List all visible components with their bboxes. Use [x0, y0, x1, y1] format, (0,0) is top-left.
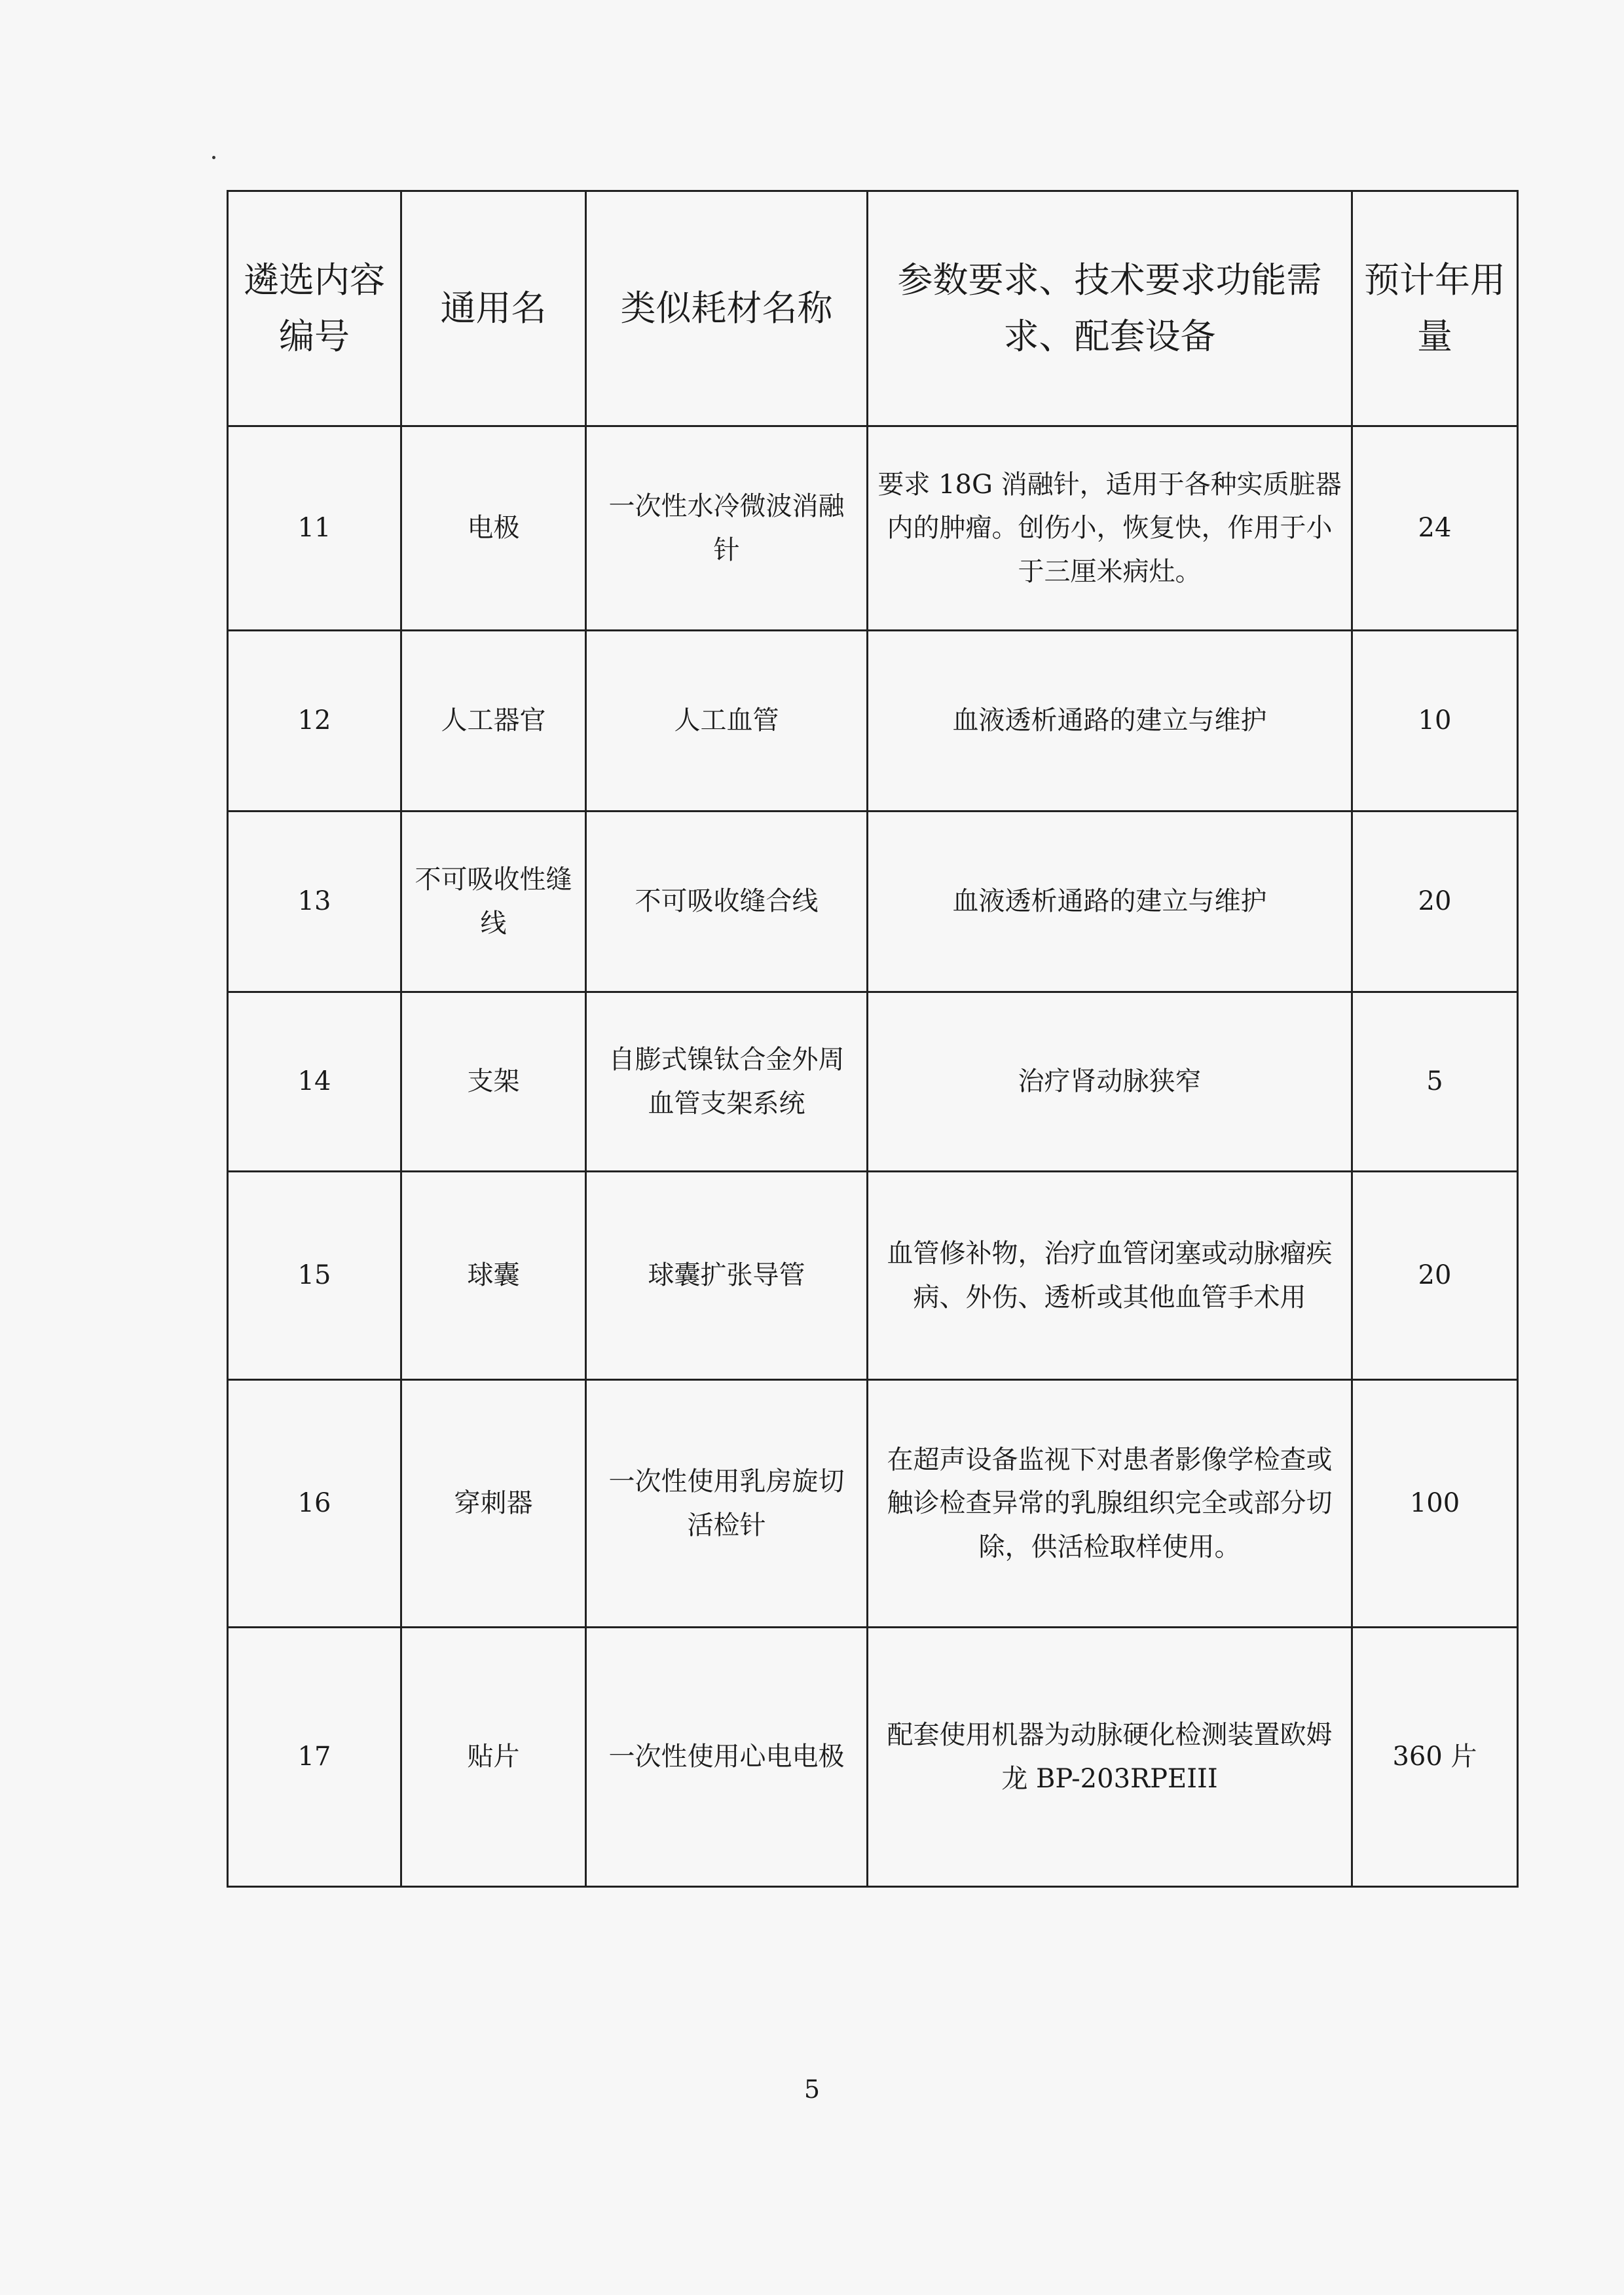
row-code: 16	[228, 1380, 401, 1628]
row-code: 15	[228, 1172, 401, 1380]
table-row	[228, 1172, 1518, 1380]
row-requirements: 血液透析通路的建立与维护	[868, 812, 1352, 992]
row-code: 11	[228, 426, 401, 631]
header-annual-usage: 预计年用量	[1352, 191, 1518, 426]
row-requirements: 在超声设备监视下对患者影像学检查或触诊检查异常的乳腺组织完全或部分切除，供活检取样使用。	[868, 1380, 1352, 1628]
row-similar-name: 球囊扩张导管	[586, 1172, 868, 1380]
row-annual-usage: 10	[1352, 631, 1518, 812]
row-similar-name: 不可吸收缝合线	[586, 812, 868, 992]
row-annual-usage: 20	[1352, 812, 1518, 992]
row-requirements: 血液透析通路的建立与维护	[868, 631, 1352, 812]
header-similar-name: 类似耗材名称	[586, 191, 868, 426]
row-requirements: 要求 18G 消融针，适用于各种实质脏器内的肿瘤。创伤小，恢复快，作用于小于三厘米病灶。	[868, 426, 1352, 631]
row-similar-name: 人工血管	[586, 631, 868, 812]
table-row	[228, 992, 1518, 1172]
row-similar-name: 自膨式镍钛合金外周血管支架系统	[586, 992, 868, 1172]
row-similar-name: 一次性水冷微波消融针	[586, 426, 868, 631]
page-number: 5	[803, 2075, 821, 2104]
header-code: 遴选内容编号	[228, 191, 401, 426]
consumables-table	[227, 190, 1519, 1888]
row-generic-name: 人工器官	[401, 631, 586, 812]
row-generic-name: 贴片	[401, 1628, 586, 1887]
row-generic-name: 不可吸收性缝线	[401, 812, 586, 992]
row-code: 12	[228, 631, 401, 812]
row-generic-name: 穿刺器	[401, 1380, 586, 1628]
row-code: 17	[228, 1628, 401, 1887]
row-similar-name: 一次性使用心电电极	[586, 1628, 868, 1887]
row-requirements: 配套使用机器为动脉硬化检测装置欧姆龙 BP-203RPEIII	[868, 1628, 1352, 1887]
row-annual-usage: 20	[1352, 1172, 1518, 1380]
row-similar-name: 一次性使用乳房旋切活检针	[586, 1380, 868, 1628]
table-row	[228, 1628, 1518, 1887]
stray-mark	[212, 156, 215, 159]
table-row	[228, 631, 1518, 812]
row-requirements: 治疗肾动脉狭窄	[868, 992, 1352, 1172]
row-code: 14	[228, 992, 401, 1172]
row-generic-name: 球囊	[401, 1172, 586, 1380]
row-annual-usage: 24	[1352, 426, 1518, 631]
row-generic-name: 支架	[401, 992, 586, 1172]
table-row	[228, 426, 1518, 631]
row-annual-usage: 5	[1352, 992, 1518, 1172]
row-requirements: 血管修补物，治疗血管闭塞或动脉瘤疾病、外伤、透析或其他血管手术用	[868, 1172, 1352, 1380]
header-generic-name: 通用名	[401, 191, 586, 426]
row-annual-usage: 100	[1352, 1380, 1518, 1628]
row-code: 13	[228, 812, 401, 992]
table-row	[228, 812, 1518, 992]
table-header-row	[228, 191, 1518, 426]
row-generic-name: 电极	[401, 426, 586, 631]
header-requirements: 参数要求、技术要求功能需求、配套设备	[868, 191, 1352, 426]
table-row	[228, 1380, 1518, 1628]
row-annual-usage: 360 片	[1352, 1628, 1518, 1887]
